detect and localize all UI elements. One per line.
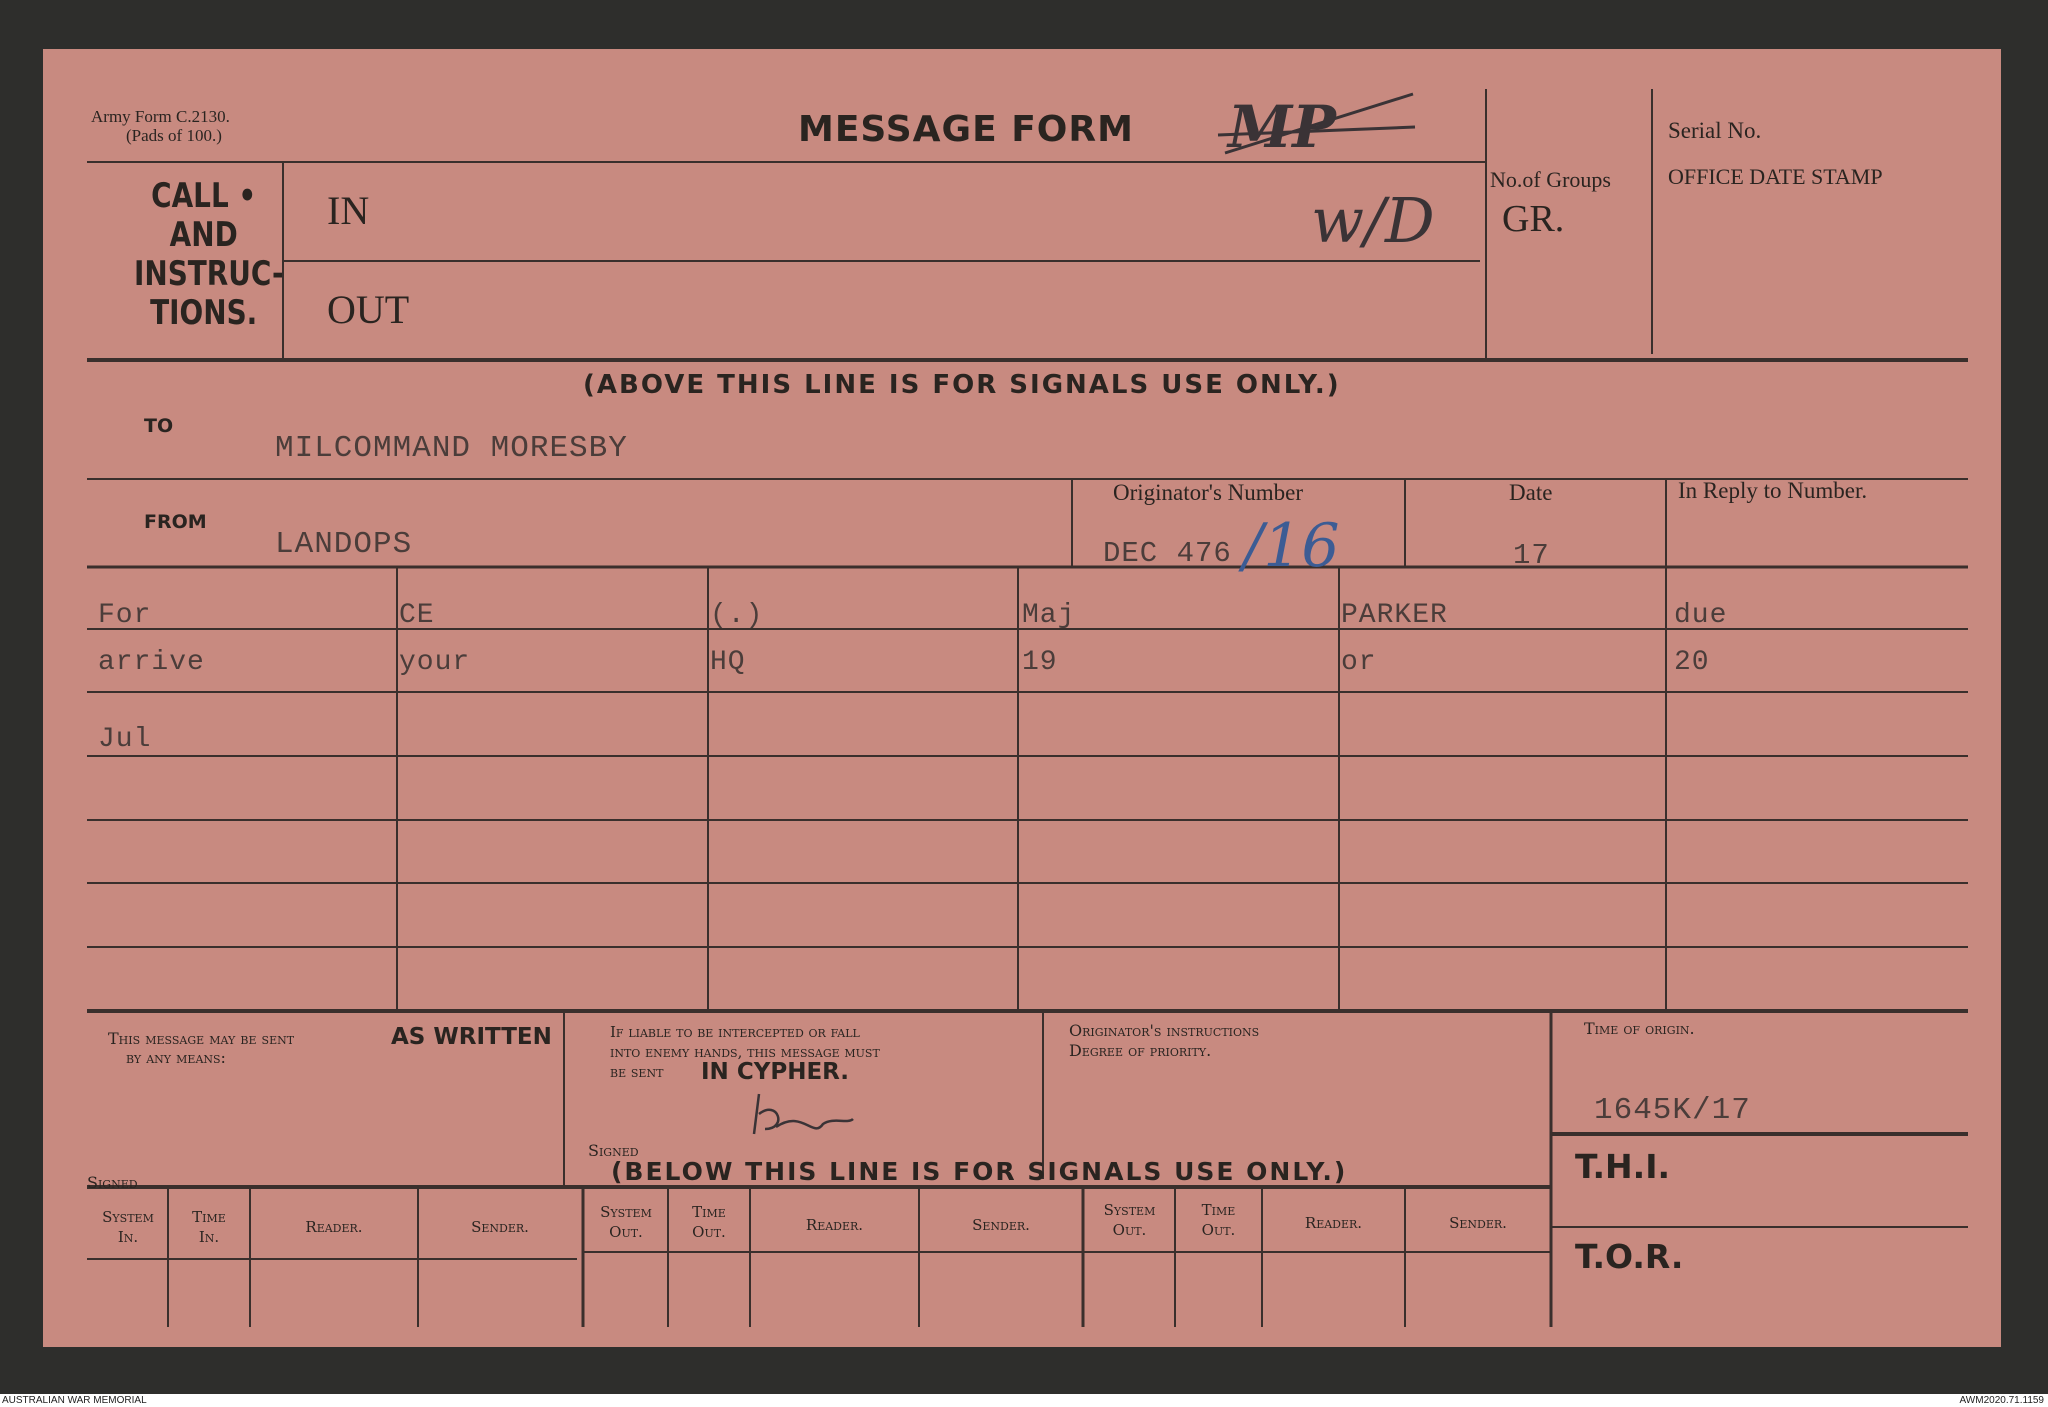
date-label: Date — [1509, 480, 1553, 505]
from-value: LANDOPS — [275, 527, 413, 562]
date-value: 17 — [1513, 539, 1550, 572]
message-cell: Maj — [1022, 600, 1076, 631]
footer-accession-number: AWM2020.71.1159 — [1959, 1395, 2044, 1406]
header-text: System — [102, 1208, 154, 1226]
message-cell: (.) — [710, 600, 764, 631]
call-line-1: CALL • — [151, 176, 257, 216]
signals-header-sender: Sender. — [1449, 1214, 1507, 1232]
in-label: IN — [327, 188, 370, 233]
message-cell: For — [98, 600, 152, 631]
above-line-note: (ABOVE THIS LINE IS FOR SIGNALS USE ONLY.) — [583, 370, 1341, 400]
signals-header-system — [89, 1207, 167, 1247]
office-date-stamp-label: OFFICE DATE STAMP — [1668, 164, 1883, 189]
header-text: System — [1103, 1201, 1156, 1219]
signals-header-reader: Reader. — [1304, 1214, 1363, 1232]
army-form-number: Army Form C.2130. — [91, 107, 230, 126]
by-any-means-label: by any means: — [126, 1048, 226, 1067]
to-value: MILCOMMAND MORESBY — [275, 431, 628, 466]
no-of-groups-label: No.of Groups — [1490, 167, 1611, 192]
may-be-sent-label: This message may be sent — [108, 1029, 295, 1048]
call-line-2: AND — [169, 215, 238, 255]
degree-of-priority-label: Degree of priority. — [1069, 1041, 1212, 1060]
originators-number-label: Originator's Number — [1113, 480, 1304, 505]
form-rules — [43, 49, 2001, 1347]
header-text: Out. — [692, 1223, 726, 1241]
tor-label: T.O.R. — [1575, 1237, 1684, 1276]
header-text: Time — [1201, 1201, 1236, 1219]
time-of-origin-value: 1645K/17 — [1594, 1093, 1751, 1128]
initials-scribble-icon — [754, 1094, 853, 1134]
signals-header-time — [169, 1207, 249, 1247]
archive-footer — [0, 1394, 2048, 1407]
pads-note: (Pads of 100.) — [126, 126, 222, 145]
message-cell: HQ — [710, 647, 746, 678]
header-text: Time — [692, 1203, 726, 1221]
signals-header-system — [585, 1202, 667, 1242]
in-cypher-label: IN CYPHER. — [701, 1059, 850, 1085]
originators-number-handwritten: /16 — [1243, 511, 1340, 581]
message-cell: arrive — [98, 647, 205, 678]
signals-header-system — [1085, 1200, 1174, 1240]
header-text: Out. — [1112, 1221, 1147, 1239]
intercept-line-1: If liable to be intercepted or fall — [610, 1023, 860, 1041]
message-cell: CE — [399, 600, 435, 631]
signals-header-time — [1176, 1200, 1261, 1240]
signals-header-reader: Reader. — [305, 1218, 363, 1236]
header-text: Out. — [609, 1223, 643, 1241]
message-cell: 19 — [1022, 647, 1058, 678]
message-cell: 20 — [1674, 647, 1710, 678]
originators-number-value: DEC 476 — [1103, 537, 1232, 570]
call-instructions-label — [134, 176, 284, 333]
handwritten-wd: w/D — [1311, 184, 1435, 257]
message-cell: or — [1341, 647, 1377, 678]
page-title: MESSAGE FORM — [798, 109, 1134, 150]
signed-label-mid: Signed — [588, 1141, 639, 1160]
below-line-note: (BELOW THIS LINE IS FOR SIGNALS USE ONLY.) — [611, 1157, 1348, 1186]
signals-header-sender: Sender. — [471, 1218, 529, 1236]
time-of-origin-label: Time of origin. — [1584, 1019, 1695, 1038]
to-label: TO — [144, 415, 174, 437]
header-text: Time — [192, 1208, 226, 1226]
intercept-line-3: be sent — [610, 1063, 664, 1081]
as-written-label: AS WRITTEN — [391, 1024, 552, 1050]
call-line-4: TIONS. — [150, 293, 258, 333]
in-reply-label: In Reply to Number. — [1678, 478, 1868, 503]
message-cell: your — [399, 647, 471, 678]
out-label: OUT — [327, 287, 410, 332]
header-text: Out. — [1201, 1221, 1236, 1239]
gr-label: GR. — [1502, 198, 1565, 240]
signals-header-time — [669, 1202, 749, 1242]
intercept-line-2: into enemy hands, this message must — [610, 1043, 880, 1061]
from-label: FROM — [144, 511, 207, 533]
message-form — [43, 49, 2001, 1347]
thi-label: T.H.I. — [1575, 1147, 1671, 1186]
struck-mark: MP — [1228, 93, 1336, 161]
header-text: In. — [198, 1228, 220, 1246]
header-text: In. — [117, 1228, 139, 1246]
message-cell: Jul — [98, 724, 152, 755]
call-line-3: INSTRUC- — [134, 254, 284, 294]
serial-no-label: Serial No. — [1668, 118, 1762, 143]
signals-header-reader: Reader. — [805, 1216, 864, 1234]
message-cell: due — [1674, 600, 1728, 631]
footer-institution: AUSTRALIAN WAR MEMORIAL — [2, 1395, 147, 1406]
header-text: System — [600, 1203, 652, 1221]
signals-header-sender: Sender. — [972, 1216, 1030, 1234]
message-cell: PARKER — [1341, 600, 1448, 631]
signed-label-left: Signed — [87, 1173, 138, 1192]
originators-instructions-label: Originator's instructions — [1069, 1021, 1260, 1040]
